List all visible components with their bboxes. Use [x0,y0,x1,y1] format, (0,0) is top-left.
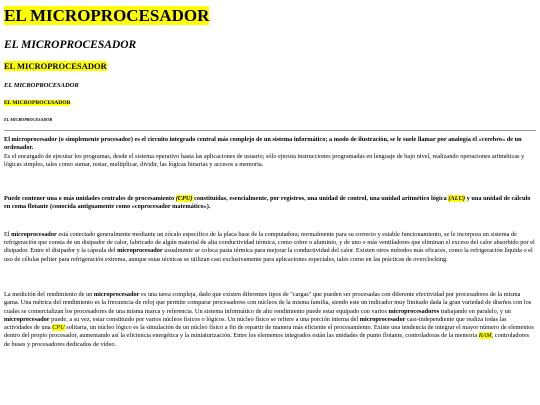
performance-text-a: es una tarea compleja, dado que existen diferentes tipos de "cargas" que pueden ser procesadas con diferente efectividad por procesadores de la misma gama. Una métrica del rendimiento es la frecuencia de reloj que permite comparar procesadores con núcleos de la misma familia, siendo este un indicador muy limitado dada la gran variedad de diseños con los cuales se comercializan los procesadores de una misma marca y referencia. Un sistema informático de alto rendimiento puede estar equipado con varios [4,290,532,315]
heading-level-3 [4,61,536,72]
heading-5-text: EL MICROPROCESADOR [4,100,71,106]
components-text-c: y una unidad de cálculo en coma flotante (conocida antiguamente como «coprocesador matemático»). [4,195,531,211]
heading-level-6 [4,116,536,123]
heading-6-text: EL MICROPROCESADOR [4,117,53,122]
heading-level-2 [4,38,536,52]
performance-lead: La medición del rendimiento de un [4,290,94,298]
ram-highlight: RAM [478,332,492,340]
heading-level-5 [4,99,536,107]
performance-text-b: trabajando en paralelo, y un [439,307,511,315]
paragraph-definition-bold: El microprocesador (o simplemente procesador) es el circuito integrado central más complejo de un sistema informático; a modo de ilustración, se le suele llamar por analogía el «cerebro» de un ordenador. [4,136,522,152]
paragraph-performance [4,291,536,349]
cooling-text-a: está conectado generalmente mediante un zócalo específico de la placa base de la computadora; normalmente para su correcto y estable funcionamiento, se le incorpora un sistema de refrigeración que consta de un disipador de calor, fabricado de algún material de alta conductividad térmica, como cobre o aluminio, y de uno o más ventiladores que eliminan el exceso del calor absorbido por el disipador. Entre el disipador y la cápsula del [4,230,535,255]
heading-3-text: EL MICROPROCESADOR [4,61,107,71]
heading-1-text: EL MICROPROCESADOR [4,6,210,25]
performance-text-c: puede, a su vez, estar constituido por varios núcleos físicos o lógicos. Un núcleo físico se refiere a una porción interna del [49,315,360,323]
performance-cpu-highlight: CPU [52,324,65,332]
alu-highlight: (ALU) [448,195,466,203]
paragraph-components [4,195,536,212]
heading-level-4 [4,81,536,90]
performance-term-1: microprocesador [93,290,140,298]
cooling-text-b: usualmente se coloca pasta térmica para mejorar la conductividad del calor. Existen otros métodos más eficaces, como la refrigeración líquida o el uso de células peltier para refrigeración extrema, aunque estas técnicas se utilizan casi exclusivamente para aplicaciones especiales, tales como en las prácticas de overclocking. [4,247,533,263]
paragraph-definition [4,136,536,169]
components-text-b: constituidas, esencialmente, por registros, una unidad de control, una unidad aritmético lógica [192,195,449,203]
performance-text-e: solitaria, un núcleo lógico es la simulación de un núcleo físico a fin de repartir de manera más eficiente el procesamiento. Existe una tendencia de integrar el mayor número de elementos dentro del propio procesador, aumentando así la eficiencia energética y la miniaturización. Entre los elementos integrados están las unidades de punto flotante, controladoras de la memoria [4,324,534,340]
components-text-a: Puede contener una o más unidades centrales de procesamiento [4,195,176,203]
paragraph-cooling [4,231,536,264]
performance-term-3: microprocesador [4,315,50,323]
cooling-lead: El [4,230,12,238]
cooling-term-2: microprocesador [117,247,163,255]
performance-text-d: casi-independiente que realiza todas las actividades de una [4,315,507,332]
performance-term-2: microprocesadores [388,307,440,315]
heading-4-text: EL MICROPROCESADOR [4,82,79,89]
cooling-term-1: microprocesador [11,230,57,238]
heading-2-text: EL MICROPROCESADOR [4,39,137,51]
cpu-highlight: (CPU) [175,195,193,203]
heading-level-1 [4,6,536,26]
performance-text-f: , controladores de buses y procesadores dedicados de vídeo. [4,332,530,348]
divider [4,130,536,131]
paragraph-definition-body: Es el encargado de ejecutar los programas, desde el sistema operativo hasta las aplicaciones de usuario; sólo ejecuta instrucciones programadas en lenguaje de bajo nivel, realizando operaciones aritméticas y lógicas simples, tales como sumar, restar, multiplicar, dividir, las lógicas binarias y accesos a memoria. [4,152,525,168]
performance-term-4: microprocesador [359,315,406,323]
